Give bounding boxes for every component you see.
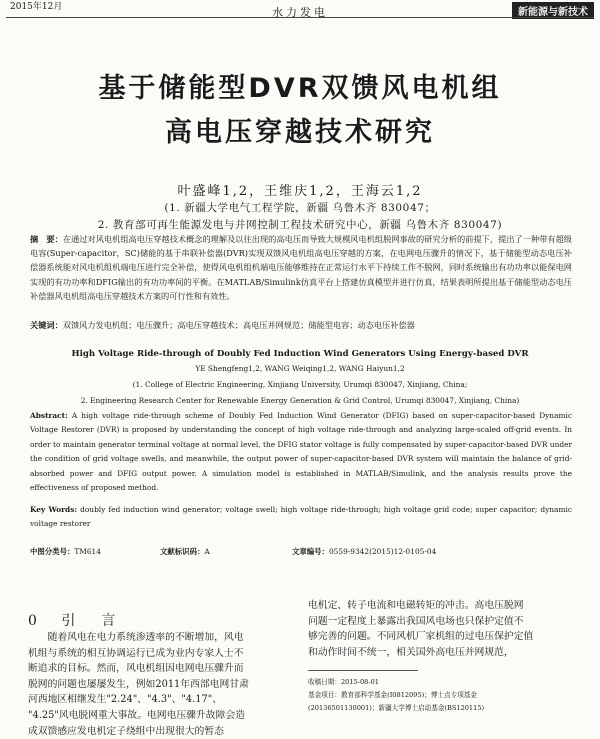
keywords-en-label: Key Words: <box>30 505 78 514</box>
abstract-en-label: Abstract: <box>30 411 68 420</box>
clc-number <box>30 546 101 557</box>
clc-label: 中图分类号： <box>30 547 75 556</box>
english-title: High Voltage Ride-through of Doubly Fed Induction Wind Generators Using Energy-based DVR <box>71 349 529 359</box>
footnote <box>308 676 574 715</box>
affiliation-1: (1. 新疆大学电气工程学院，新疆 乌鲁木齐 830047； <box>164 202 436 214</box>
footnote-rule <box>308 670 418 671</box>
right-line-2: 问题一定程度上暴露出我国风电场也只保护定值不 <box>308 615 524 627</box>
english-affiliation-2: 2. Engineering Research Center for Renewable Energy Generation & Grid Control, Urumqi 830047, Xinjiang, China) <box>80 396 520 405</box>
intro-paragraph-left <box>28 630 284 739</box>
left-line-5: 河西地区相继发生"2.24"、"4.3"、"4.17"、 <box>28 694 223 706</box>
english-authors: YE Shengfeng1,2, WANG Weiqing1,2, WANG Haiyun1,2 <box>195 364 405 373</box>
keywords-cn-text: 双馈风力发电机组；电压骤升；高电压穿越技术；高电压并网规范；储能型电容；动态电压补偿器 <box>62 320 415 330</box>
section-number: 0 <box>28 613 43 629</box>
right-line-1: 电机定、转子电流和电磁转矩的冲击。高电压脱网 <box>308 600 524 611</box>
received-date: 收稿日期：2015-08-01 <box>308 678 379 686</box>
journal-name: 水力发电 <box>272 6 328 19</box>
english-affiliation-1: (1. College of Electric Engineering, Xinjiang University, Urumqi 830047, Xinjiang, China; <box>132 380 468 389</box>
clc-value: TM614 <box>74 547 101 556</box>
title-line-2: 高电压穿越技术研究 <box>165 117 435 148</box>
header-rule <box>6 17 594 18</box>
abstract-en <box>30 409 572 495</box>
keywords-en <box>30 503 572 532</box>
keywords-en-text: doubly fed induction wind generator; voltage swell; high voltage ride-through; high voltage grid code; super capacitor; dynamic voltage restorer <box>30 505 572 529</box>
affiliation-2: 2. 教育部可再生能源发电与并网控制工程技术研究中心，新疆 乌鲁木齐 830047) <box>97 219 503 231</box>
document-code <box>160 546 210 557</box>
abstract-cn-label: 摘 要： <box>30 234 63 244</box>
left-line-1: 随着风电在电力系统渗透率的不断增加，风电 <box>47 632 244 643</box>
left-line-6: "4.25"风电脱网重大事故。电网电压骤升故障会造 <box>28 709 245 721</box>
keywords-cn-label: 关键词： <box>30 320 63 330</box>
section-heading <box>28 610 121 630</box>
left-line-3: 断追求的目标。然而，风电机组因电网电压骤升而 <box>28 663 244 675</box>
article-number-value: 0559-9342(2015)12-0105-04 <box>328 547 437 556</box>
abstract-cn <box>30 232 572 303</box>
right-line-3: 够完善的问题。不同风机厂家机组的过电压保护定值 <box>308 631 534 643</box>
section-badge: 新能源与新技术 <box>512 2 594 19</box>
article-number-label: 文章编号： <box>292 547 329 556</box>
article-number <box>292 546 436 557</box>
intro-paragraph-right <box>308 598 572 660</box>
authors: 叶盛峰1,2，王维庆1,2，王海云1,2 <box>177 184 423 199</box>
left-line-4: 脱网的问题也屡屡发生，例如2011年西部电网甘肃 <box>28 678 249 690</box>
funding-line-2: (20136501130001)；新疆大学博士启动基金(BS120115) <box>308 704 485 712</box>
abstract-cn-text: 在通过对风电机组高电压穿越技术概念的理解及以往出现的高电压而导致大规模风电机组脱网事故的研究分析的前提下，提出了一种带有超级电容(Super-capacitor，SC)储能的基于串联补偿器(DVR)实现双馈风电机组高电压穿越的方案，在电网电压骤升的情况下，基于储能型动态电压补偿器系统能对风电机组机端电压进行完全补偿，使得风电机组机端电压能够维持在正常运行水平下持续工作不脱网，同时系统输出有功功率以能保电网实现的有功功率和DFIG输出的有功功率间的平衡。在MATLAB/Simulink仿真平台上搭建仿真模型并进行仿真，结果表明所提出基于储能型动态电压补偿器风电机组高电压穿越技术方案的可行性和有效性。 <box>30 234 572 301</box>
funding-line-1: 基金项目：教育部科学基金(I0812095)；博士点专项基金 <box>308 691 477 699</box>
abstract-en-text: A high voltage ride-through scheme of Doubly Fed Induction Wind Generator (DFIG) based on super-capacitor-based Dynamic Voltage Restorer (DVR) is proposed by understanding the concept of high voltage ride-through and analyzing large-scaled off-grid events. In order to maintain generator terminal voltage at normal level, the DFIG stator voltage is fully compensated by super-capacitor-based DVR under the condition of grid voltage swells, and meanwhile, the output power of super-capacitor-based DVR system will maintain the balance of grid-absorbed power and DFIG output power. A simulation model is established in MATLAB/Simulink, and the analysis results prove the effectiveness of proposed method. <box>30 411 572 493</box>
section-title: 引 言 <box>61 613 122 629</box>
keywords-cn <box>30 318 572 332</box>
issue-date: 2015年12月 <box>10 2 63 12</box>
document-code-label: 文献标识码： <box>160 547 205 556</box>
document-code-value: A <box>204 547 210 556</box>
right-line-4: 和动作时间不统一，相关国外高电压并网规范， <box>308 646 514 658</box>
title-line-1: 基于储能型DVR双馈风电机组 <box>98 73 502 104</box>
left-line-2: 机组与系统的相互协调运行已成为业内专家人士不 <box>28 647 244 659</box>
left-line-7: 成双馈感应发电机定子绕组中出现很大的暂态 <box>28 725 224 737</box>
